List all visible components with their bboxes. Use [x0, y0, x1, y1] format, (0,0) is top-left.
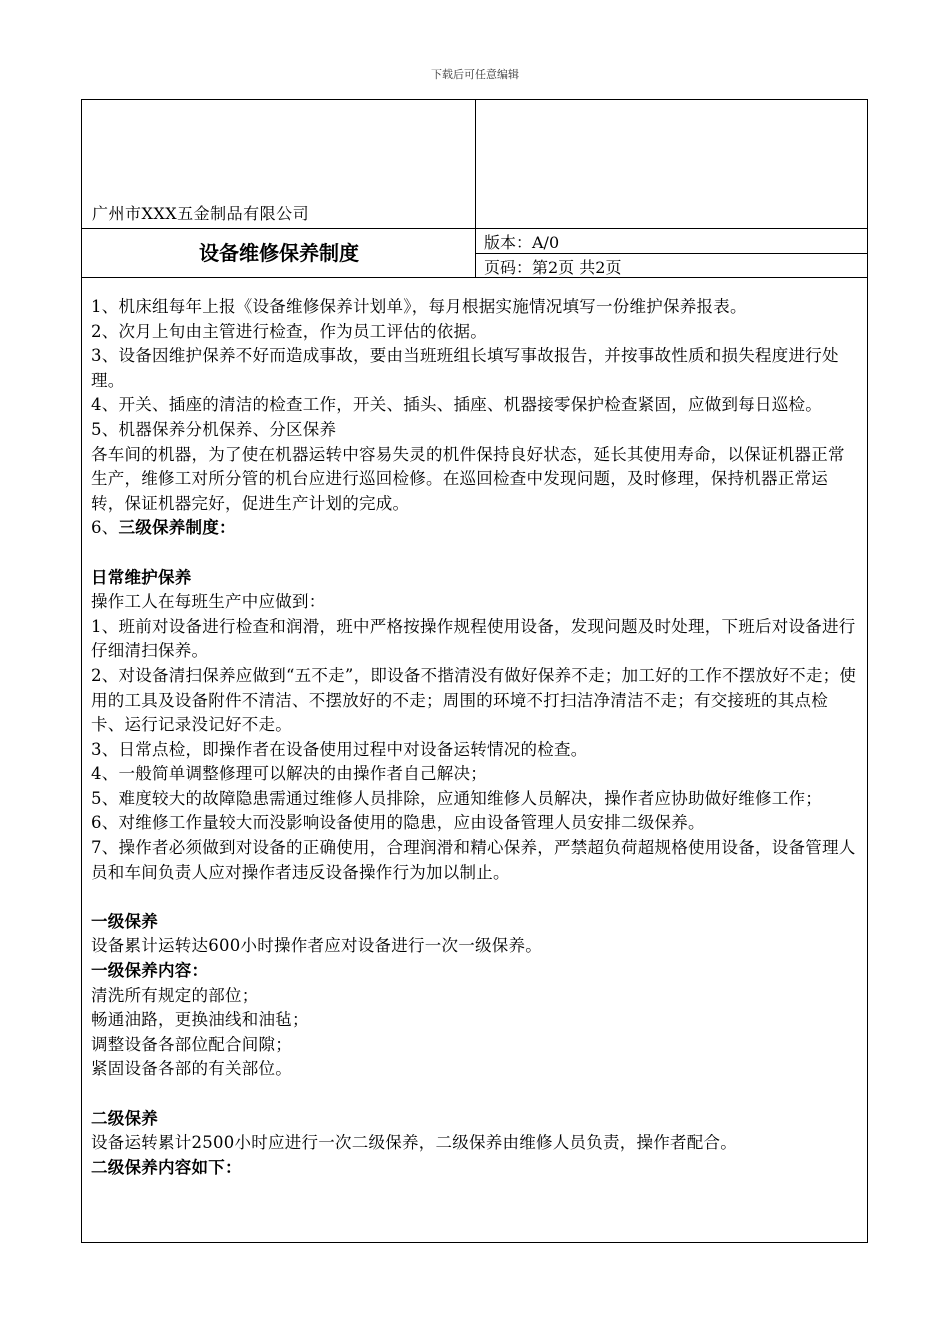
paragraph: 3、日常点检，即操作者在设备使用过程中对设备运转情况的检查。 — [91, 739, 588, 759]
page-number-label: 页码：第2页 共2页 — [484, 258, 622, 277]
paragraph: 操作工人在每班生产中应做到： — [91, 592, 326, 612]
paragraph — [91, 516, 861, 541]
paragraph: 1、机床组每年上报《设备维修保养计划单》，每月根据实施情况填写一份维护保养报表。 — [91, 297, 747, 316]
section-heading: 二级保养内容如下： — [91, 1157, 242, 1177]
list-item: 紧固设备各部的有关部位。 — [91, 1059, 292, 1079]
spacer — [91, 885, 861, 910]
paragraph: 3、设备因维护保养不好而造成事故，要由当班班组长填写事故报告，并按事故性质和损失程度进行处理。 — [91, 346, 839, 390]
section-heading: 日常维护保养 — [91, 567, 192, 587]
paragraph: 5、机器保养分机保养、分区保养 — [91, 419, 337, 439]
section-heading: 一级保养 — [91, 911, 158, 931]
header-row-divider — [82, 228, 867, 229]
section-heading: 一级保养内容： — [91, 961, 209, 981]
paragraph: 设备运转累计2500小时应进行一次二级保养，二级保养由维修人员负责，操作者配合。 — [91, 1133, 737, 1153]
list-item: 畅通油路，更换油线和油毡； — [91, 1010, 309, 1030]
company-name: 广州市XXX五金制品有限公司 — [92, 204, 310, 223]
document-body — [91, 295, 861, 1180]
paragraph: 2、对设备清扫保养应做到“五不走”，即设备不揩清没有做好保养不走；加工好的工作不摆放好不走；使用的工具及设备附件不清洁、不摆放好的不走；周围的环境不打扫洁净清洁不走；有交接班的其点检卡、运行记录没记好不走。 — [91, 665, 857, 735]
meta-row-divider — [475, 253, 867, 254]
paragraph: 7、操作者必须做到对设备的正确使用，合理润滑和精心保养，严禁超负荷超规格使用设备，设备管理人员和车间负责人应对操作者违反设备操作行为加以制止。 — [91, 838, 856, 882]
version-label: 版本：A/0 — [484, 233, 560, 252]
list-item: 调整设备各部位配合间隙； — [91, 1034, 292, 1054]
paragraph: 各车间的机器，为了使在机器运转中容易失灵的机件保持良好状态，延长其使用寿命，以保证机器正常生产，维修工对所分管的机台应进行巡回检修。在巡回检查中发现问题，及时修理，保持机器正常运转，保证机器完好，促进生产计划的完成。 — [91, 444, 845, 513]
paragraph: 4、开关、插座的清洁的检查工作，开关、插头、插座、机器接零保护检查紧固，应做到每日巡检。 — [91, 395, 822, 415]
document-table — [81, 99, 868, 1243]
list-item: 清洗所有规定的部位； — [91, 985, 259, 1005]
paragraph: 2、次月上旬由主管进行检查，作为员工评估的依据。 — [91, 321, 487, 341]
paragraph: 1、班前对设备进行检查和润滑，班中严格按操作规程使用设备，发现问题及时处理，下班后对设备进行仔细清扫保养。 — [91, 616, 856, 661]
page-watermark: 下载后可任意编辑 — [431, 68, 519, 81]
paragraph: 5、难度较大的故障隐患需通过维修人员排除，应通知维修人员解决，操作者应协助做好维修工作； — [91, 788, 822, 808]
paragraph: 6、对维修工作量较大而没影响设备使用的隐患，应由设备管理人员安排二级保养。 — [91, 813, 705, 833]
header-bottom-divider — [82, 277, 867, 278]
paragraph: 4、一般简单调整修理可以解决的由操作者自己解决； — [91, 764, 487, 784]
spacer — [91, 541, 861, 566]
paragraph: 设备累计运转达600小时操作者应对设备进行一次一级保养。 — [91, 936, 542, 956]
section-heading: 二级保养 — [91, 1108, 158, 1128]
document-title: 设备维修保养制度 — [199, 241, 359, 265]
list-number: 6、 — [91, 518, 119, 538]
section-heading: 三级保养制度： — [118, 518, 236, 538]
spacer — [91, 1082, 861, 1107]
